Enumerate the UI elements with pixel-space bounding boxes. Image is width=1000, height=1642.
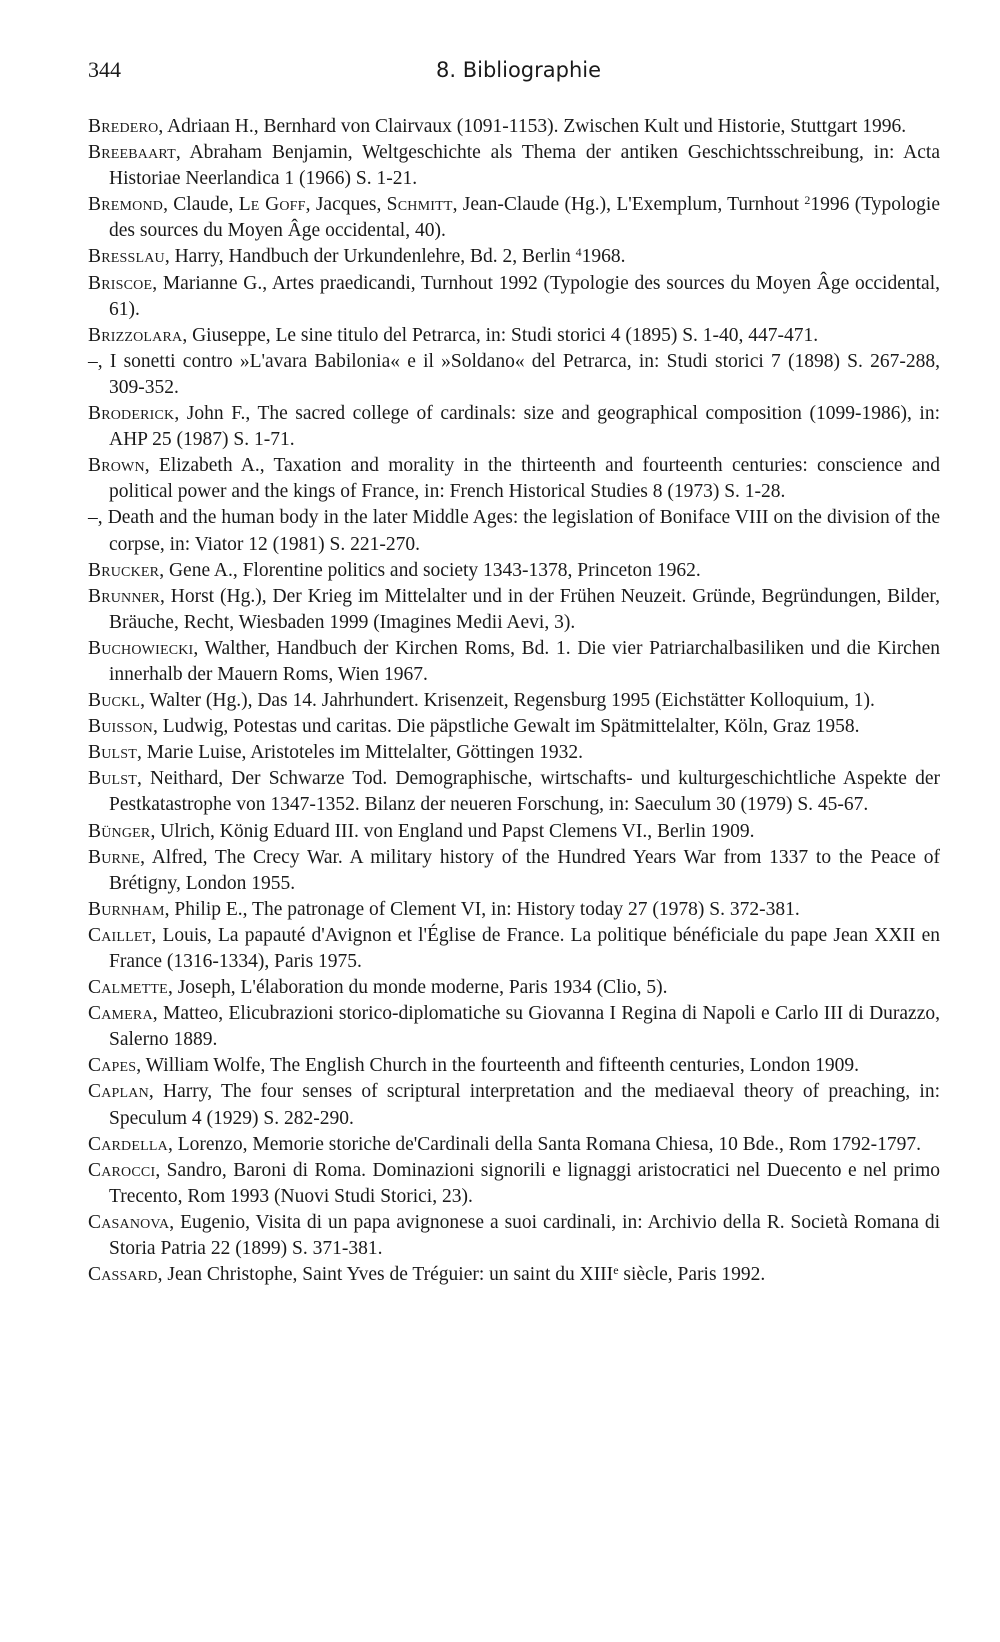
entry-text: , John F., The sacred college of cardinals: size and geographical composition (1099-1986), in: AHP 25 (1987) S. 1-71.: [109, 403, 940, 451]
entry-author: Bünger: [88, 820, 151, 842]
entry-text: , William Wolfe, The English Church in the fourteenth and fifteenth centuries, London 1909.: [136, 1055, 860, 1077]
century-superscript: e: [613, 1263, 619, 1278]
bibliography-entry: [88, 244, 940, 270]
bibliography-entry: [88, 271, 940, 323]
bibliography-entry: [88, 1053, 940, 1079]
bibliography-entry: [88, 323, 940, 349]
bibliography-entry: [88, 975, 940, 1001]
entry-author: Capes: [88, 1055, 137, 1077]
bibliography-entry: [88, 1132, 940, 1158]
entry-text: , Sandro, Baroni di Roma. Dominazioni signorili e lignaggi aristocratici nel Duecento e nel primo Trecento, Rom 1993 (Nuovi Studi Storici, 23).: [109, 1159, 940, 1207]
entry-text: , Jacques,: [305, 194, 387, 216]
entry-text: , Horst (Hg.), Der Krieg im Mittelalter und in der Frühen Neuzeit. Gründe, Begründungen, Bilder, Bräuche, Recht, Wiesbaden 1999 (Imagines Medii Aevi, 3).: [109, 585, 940, 633]
bibliography-entry: [88, 1210, 940, 1262]
entry-author: Brunner: [88, 585, 160, 607]
entry-text: , Marie Luise, Aristoteles im Mittelalter, Göttingen 1932.: [137, 742, 584, 764]
entry-text: , Marianne G., Artes praedicandi, Turnhout 1992 (Typologie des sources du Moyen Âge occidental, 61).: [109, 272, 940, 320]
entry-author: Bremond: [88, 194, 164, 216]
entry-author: Cardella: [88, 1133, 168, 1155]
entry-author: Brucker: [88, 559, 160, 581]
entry-text: , Abraham Benjamin, Weltgeschichte als Thema der antiken Geschichtsschreibung, in: Acta Historiae Neerlandica 1 (1966) S. 1-21.: [109, 142, 940, 190]
bibliography-entry: [88, 558, 940, 584]
entry-text: , Elizabeth A., Taxation and morality in the thirteenth and fourteenth centuries: conscience and political power and the kings of France, in: French Historical Studies 8 (1973) S. 1-28.: [109, 455, 940, 503]
bibliography-entry: [88, 714, 940, 740]
entry-text: , Harry, Handbuch der Urkundenlehre, Bd. 2, Berlin: [164, 246, 576, 268]
entry-text: , Ulrich, König Eduard III. von England und Papst Clemens VI., Berlin 1909.: [150, 820, 755, 842]
bibliography-entry: [88, 192, 940, 244]
bibliography-entry: [88, 453, 940, 505]
entry-author: Bredero: [88, 116, 159, 137]
bibliography-entry: [88, 1079, 940, 1131]
bibliography-entry: [88, 1158, 940, 1210]
entry-text: 1968.: [581, 246, 626, 268]
entry-text: , Walter (Hg.), Das 14. Jahrhundert. Krisenzeit, Regensburg 1995 (Eichstätter Kolloquium, 1).: [140, 690, 875, 712]
entry-text: , Louis, La papauté d'Avignon et l'Église de France. La politique bénéficiale du pape Jean XXII en France (1316-1334), Paris 1975.: [109, 924, 940, 972]
entry-text: , Eugenio, Visita di un papa avignonese a suoi cardinali, in: Archivio della R. Società Romana di Storia Patria 22 (1899) S. 371-381.: [109, 1211, 940, 1260]
entry-author: Brown: [88, 455, 145, 477]
bibliography-entry: [88, 845, 940, 897]
bibliography-entry: [88, 1262, 940, 1288]
entry-author: Cassard: [88, 1264, 158, 1286]
entry-author: Briscoe: [88, 272, 153, 294]
entry-text: , Joseph, L'élaboration du monde moderne, Paris 1934 (Clio, 5).: [167, 977, 668, 999]
bibliography-entry: [88, 897, 940, 923]
bibliography-entry: [88, 505, 940, 557]
edition-superscript: 2: [804, 193, 811, 208]
entry-author: Caillet: [88, 924, 152, 946]
entry-author: Breebaart: [88, 142, 176, 164]
entry-author: Burnham: [88, 898, 165, 920]
entry-text: , Matteo, Elicubrazioni storico-diplomatiche su Giovanna I Regina di Napoli e Carlo III di Durazzo, Salerno 1889.: [109, 1003, 940, 1051]
bibliography-entry: [88, 766, 940, 818]
entry-author: Brizzolara: [88, 324, 183, 346]
bibliography-entry: [88, 1001, 940, 1053]
entry-author: Bulst: [88, 742, 138, 764]
entry-author: Burne: [88, 846, 141, 868]
page-number: 344: [88, 57, 121, 82]
entry-text: , Neithard, Der Schwarze Tod. Demographische, wirtschafts- und kulturgeschichtliche Aspekte der Pestkatastrophe von 1347-1352. Bilanz der neueren Forschung, in: Saeculum 30 (1979) S. 45-67.: [109, 768, 940, 816]
entry-author: Buchowiecki: [88, 637, 194, 659]
entry-author: Schmitt: [386, 194, 453, 216]
entry-text: , Gene A., Florentine politics and society 1343-1378, Princeton 1962.: [159, 559, 701, 581]
entry-text: –, Death and the human body in the later Middle Ages: the legislation of Boniface VIII on the division of the corpse, in: Viator 12 (1981) S. 221-270.: [88, 507, 940, 555]
entry-text: , Walther, Handbuch der Kirchen Roms, Bd. 1. Die vier Patriarchalbasiliken und die Kirchen innerhalb der Mauern Roms, Wien 1967.: [109, 637, 940, 685]
bibliography-entry: [88, 819, 940, 845]
entry-author: Bresslau: [88, 246, 165, 268]
bibliography-entry: [88, 140, 940, 192]
edition-superscript: 4: [575, 245, 582, 260]
entry-text: , Giuseppe, Le sine titulo del Petrarca, in: Studi storici 4 (1895) S. 1-40, 447-471.: [182, 324, 819, 346]
entry-text: , Jean Christophe, Saint Yves de Tréguier: un saint du XIII: [157, 1264, 614, 1286]
entry-author: Buisson: [88, 716, 153, 738]
entry-text: , Adriaan H., Bernhard von Clairvaux (1091-1153). Zwischen Kult und Historie, Stuttgart 1996.: [158, 116, 907, 137]
bibliography-list: [88, 114, 940, 1288]
bibliography-entry: [88, 923, 940, 975]
entry-text: , Jean-Claude (Hg.), L'Exemplum, Turnhout: [452, 194, 805, 216]
entry-text: , Ludwig, Potestas und caritas. Die päpstliche Gewalt im Spätmittelalter, Köln, Graz 1958.: [152, 716, 860, 738]
entry-author: Caplan: [88, 1081, 149, 1103]
bibliography-entry: [88, 688, 940, 714]
bibliography-entry: [88, 636, 940, 688]
entry-author: Le Goff: [238, 194, 306, 216]
page-header: [88, 52, 948, 88]
bibliography-entry: [88, 584, 940, 636]
entry-author: Calmette: [88, 977, 168, 999]
running-title: 8. Bibliographie: [436, 58, 602, 82]
entry-text: , Claude,: [163, 194, 239, 216]
bibliography-entry: [88, 349, 940, 401]
entry-author: Carocci: [88, 1159, 156, 1181]
entry-author: Camera: [88, 1003, 153, 1025]
bibliography-entry: [88, 114, 940, 140]
bibliography-entry: [88, 401, 940, 453]
entry-text: –, I sonetti contro »L'avara Babilonia« e il »Soldano« del Petrarca, in: Studi storici 7 (1898) S. 267-288, 309-352.: [88, 350, 940, 398]
entry-text: 1996 (Typologie des sources du Moyen Âge occidental, 40).: [109, 194, 940, 242]
entry-author: Casanova: [88, 1211, 170, 1233]
entry-text: , Harry, The four senses of scriptural interpretation and the mediaeval theory of preaching, in: Speculum 4 (1929) S. 282-290.: [109, 1081, 940, 1129]
bibliography-entry: [88, 740, 940, 766]
entry-author: Buckl: [88, 690, 141, 712]
entry-text: , Philip E., The patronage of Clement VI, in: History today 27 (1978) S. 372-381.: [164, 898, 800, 920]
entry-author: Broderick: [88, 403, 175, 425]
entry-author: Bulst: [88, 768, 138, 790]
entry-text: , Alfred, The Crecy War. A military history of the Hundred Years War from 1337 to the Peace of Brétigny, London 1955.: [109, 846, 940, 894]
entry-text: siècle, Paris 1992.: [618, 1264, 766, 1286]
entry-text: , Lorenzo, Memorie storiche de'Cardinali della Santa Romana Chiesa, 10 Bde., Rom 1792-1797.: [167, 1133, 921, 1155]
